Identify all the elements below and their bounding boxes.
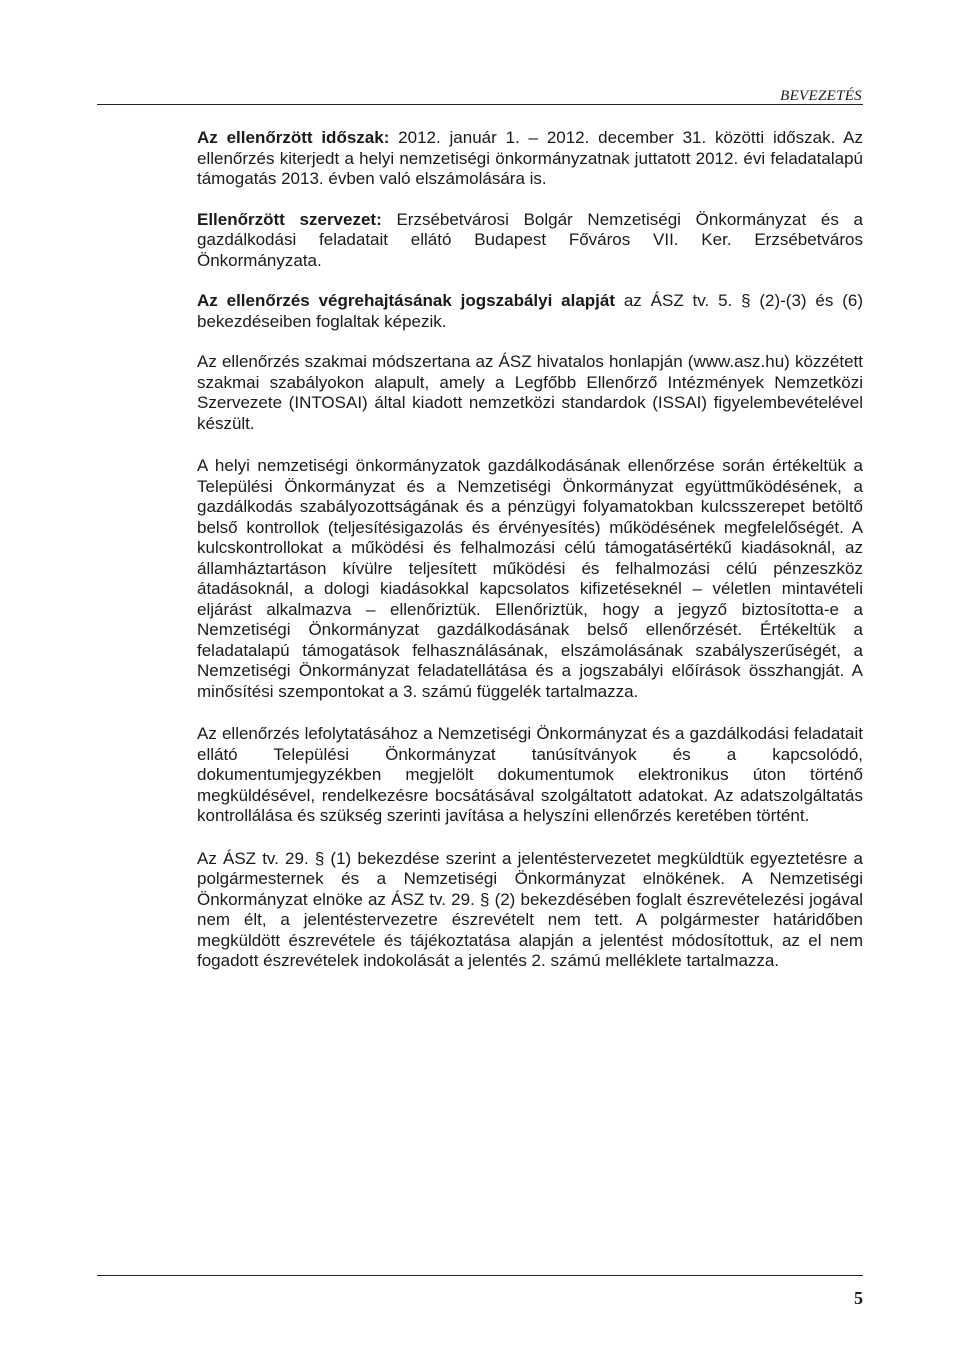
paragraph-legal-basis <box>197 291 863 332</box>
paragraph-label: Az ellenőrzött időszak: <box>197 128 390 147</box>
paragraph-text: 2012. január 1. – 2012. december 31. közötti időszak. Az ellenőrzés kiterjedt a helyi nemzetiségi önkormányzatnak juttatott 2012. évi feladatalapú támogatás 2013. évben való elszámolására is. <box>197 128 864 188</box>
paragraph-evaluation: A helyi nemzetiségi önkormányzatok gazdálkodásának ellenőrzése során értékeltük a Települési Önkormányzat és a Nemzetiségi Önkormányzat együttműködésének, a gazdálkodás szabályozottságának és a pénzügyi folyamatokban kulcsszerepet betöltő belső kontrollok (teljesítésigazolás és érvényesítés) működésének megfelelőségét. A kulcskontrollokat a működési és felhalmozási célú támogatásértékű kiadásoknál, az államháztartáson kívülre teljesített működési és felhalmozási célú pénzeszköz átadásoknál, a dologi kiadásokkal kapcsolatos kifizetéseknél – véletlen mintavételi eljárást alkalmazva – ellenőriztük. Ellenőriztük, hogy a jegyző biztosította-e a Nemzetiségi Önkormányzat gazdálkodásának belső ellenőrzését. Értékeltük a feladatalapú támogatások felhasználásának, elszámolásának szabályszerűségét, a Nemzetiségi Önkormányzat feladatellátása és a jogszabályi előírások összhangját. A minősítési szempontokat a 3. számú függelék tartalmazza. <box>197 456 863 701</box>
paragraph-label: Az ellenőrzés végrehajtásának jogszabályi alapját <box>197 291 616 310</box>
paragraph-period <box>197 128 863 190</box>
running-header-title: BEVEZETÉS <box>780 88 862 104</box>
paragraph-label: Ellenőrzött szervezet: <box>197 209 382 229</box>
paragraph-text: az ÁSZ tv. 5. § (2)-(3) és (6) bekezdéseiben foglaltak képezik. <box>197 291 863 331</box>
paragraph-data-provision: Az ellenőrzés lefolytatásához a Nemzetiségi Önkormányzat és a gazdálkodási feladatait ellátó Települési Önkormányzat tanúsítványok és a kapcsolódó, dokumentumjegyzékben megjelölt dokumentumok elektronikus úton történő megküldésével, rendelkezésre bocsátásával szolgáltatott adatokat. Az adatszolgáltatás kontrollálása és szükség szerinti javítása a helyszíni ellenőrzés keretében történt. <box>197 724 863 825</box>
paragraph-text: Erzsébetvárosi Bolgár Nemzetiségi Önkormányzat és a gazdálkodási feladatait ellátó Budapest Főváros VII. Ker. Erzsébetváros Önkormányzata. <box>197 209 864 270</box>
page-number: 5 <box>854 1288 863 1308</box>
paragraph-audited-entity <box>197 210 863 272</box>
header-rule <box>97 104 863 105</box>
body-text <box>197 128 863 992</box>
paragraph-reconciliation: Az ÁSZ tv. 29. § (1) bekezdése szerint a jelentéstervezetet megküldtük egyeztetésre a polgármesternek és a Nemzetiségi Önkormányzat elnökének. A Nemzetiségi Önkormányzat elnöke az ÁSZ tv. 29. § (2) bekezdésében foglalt észrevételezési jogával nem élt, a jelentéstervezetre észrevételt nem tett. A polgármester határidőben megküldött észrevétele és tájékoztatása alapján a jelentést módosítottuk, az el nem fogadott észrevételek indokolását a jelentés 2. számú melléklete tartalmazza. <box>197 848 863 970</box>
footer-rule <box>97 1275 863 1276</box>
paragraph-methodology: Az ellenőrzés szakmai módszertana az ÁSZ hivatalos honlapján (www.asz.hu) közzétett szakmai szabályokon alapult, amely a Legfőbb Ellenőrző Intézmények Nemzetközi Szervezete (INTOSAI) által kiadott nemzetközi standardok (ISSAI) figyelembevételével készült. <box>197 352 863 433</box>
